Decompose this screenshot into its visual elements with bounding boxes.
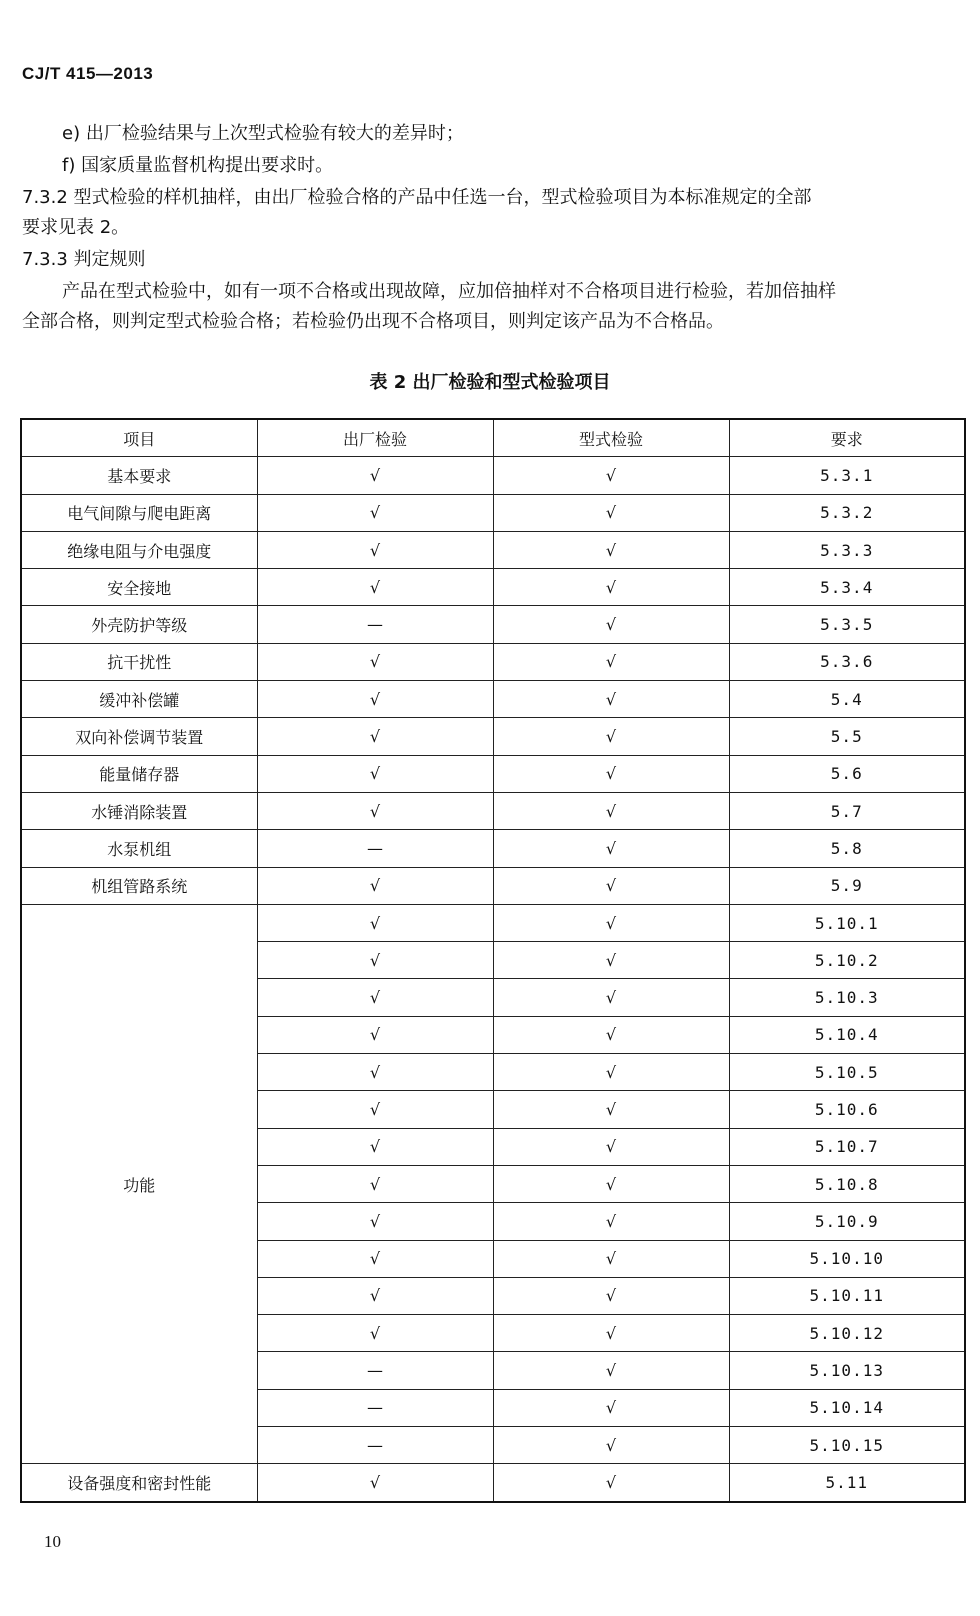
row-requirement: 5.3.5 bbox=[729, 606, 965, 643]
row-factory-mark: √ bbox=[257, 1016, 493, 1053]
list-item-e: e) 出厂检验结果与上次型式检验有较大的差异时； bbox=[62, 123, 464, 144]
row-factory-mark: √ bbox=[257, 979, 493, 1016]
row-type-mark: √ bbox=[493, 531, 729, 568]
header-requirement: 要求 bbox=[729, 419, 965, 457]
header-item: 项目 bbox=[21, 419, 257, 457]
table-row bbox=[21, 867, 965, 904]
row-type-mark: √ bbox=[493, 755, 729, 792]
row-item: 抗干扰性 bbox=[21, 643, 257, 680]
document-code: CJ/T 415—2013 bbox=[22, 64, 154, 83]
row-factory-mark: √ bbox=[257, 942, 493, 979]
table-header-row bbox=[21, 419, 965, 457]
row-requirement: 5.3.2 bbox=[729, 494, 965, 531]
row-item: 设备强度和密封性能 bbox=[21, 1464, 257, 1502]
row-requirement: 5.11 bbox=[729, 1464, 965, 1502]
table-title: 表 2 出厂检验和型式检验项目 bbox=[369, 372, 611, 393]
row-factory-mark: — bbox=[257, 830, 493, 867]
row-requirement: 5.10.9 bbox=[729, 1203, 965, 1240]
row-requirement: 5.10.2 bbox=[729, 942, 965, 979]
row-type-mark: √ bbox=[493, 1128, 729, 1165]
row-requirement: 5.4 bbox=[729, 681, 965, 718]
row-type-mark: √ bbox=[493, 1277, 729, 1314]
table-row bbox=[21, 904, 965, 941]
row-requirement: 5.10.15 bbox=[729, 1427, 965, 1464]
row-item: 缓冲补偿罐 bbox=[21, 681, 257, 718]
row-requirement: 5.10.1 bbox=[729, 904, 965, 941]
row-type-mark: √ bbox=[493, 1054, 729, 1091]
row-factory-mark: — bbox=[257, 606, 493, 643]
row-requirement: 5.10.12 bbox=[729, 1315, 965, 1352]
row-type-mark: √ bbox=[493, 979, 729, 1016]
row-requirement: 5.10.7 bbox=[729, 1128, 965, 1165]
row-type-mark: √ bbox=[493, 494, 729, 531]
section-7-3-3-line-2: 全部合格，则判定型式检验合格；若检验仍出现不合格项目，则判定该产品为不合格品。 bbox=[22, 311, 724, 332]
row-factory-mark: — bbox=[257, 1389, 493, 1426]
table-row bbox=[21, 569, 965, 606]
table-row bbox=[21, 494, 965, 531]
row-requirement: 5.10.11 bbox=[729, 1277, 965, 1314]
row-type-mark: √ bbox=[493, 1091, 729, 1128]
table-row bbox=[21, 792, 965, 829]
table-row bbox=[21, 1464, 965, 1502]
table-row bbox=[21, 830, 965, 867]
section-7-3-2-line-2: 要求见表 2。 bbox=[22, 217, 130, 238]
row-type-mark: √ bbox=[493, 942, 729, 979]
row-item: 水锤消除装置 bbox=[21, 792, 257, 829]
section-7-3-3-title: 7.3.3 判定规则 bbox=[22, 249, 146, 270]
row-requirement: 5.10.8 bbox=[729, 1165, 965, 1202]
table-row bbox=[21, 755, 965, 792]
row-requirement: 5.10.13 bbox=[729, 1352, 965, 1389]
row-item: 能量储存器 bbox=[21, 755, 257, 792]
row-requirement: 5.10.4 bbox=[729, 1016, 965, 1053]
row-requirement: 5.10.14 bbox=[729, 1389, 965, 1426]
row-requirement: 5.6 bbox=[729, 755, 965, 792]
row-type-mark: √ bbox=[493, 606, 729, 643]
row-requirement: 5.7 bbox=[729, 792, 965, 829]
row-item: 绝缘电阻与介电强度 bbox=[21, 531, 257, 568]
section-7-3-2-line-1: 7.3.2 型式检验的样机抽样，由出厂检验合格的产品中任选一台，型式检验项目为本标准规定的全部 bbox=[22, 187, 812, 208]
header-factory-inspection: 出厂检验 bbox=[257, 419, 493, 457]
row-item: 电气间隙与爬电距离 bbox=[21, 494, 257, 531]
table-row bbox=[21, 643, 965, 680]
row-factory-mark: √ bbox=[257, 531, 493, 568]
row-item: 安全接地 bbox=[21, 569, 257, 606]
row-type-mark: √ bbox=[493, 1427, 729, 1464]
row-type-mark: √ bbox=[493, 1389, 729, 1426]
row-factory-mark: — bbox=[257, 1352, 493, 1389]
inspection-table bbox=[20, 418, 966, 1503]
list-item-f: f) 国家质量监督机构提出要求时。 bbox=[62, 155, 334, 176]
row-factory-mark: √ bbox=[257, 494, 493, 531]
row-factory-mark: √ bbox=[257, 1240, 493, 1277]
row-factory-mark: √ bbox=[257, 1054, 493, 1091]
row-item: 外壳防护等级 bbox=[21, 606, 257, 643]
row-requirement: 5.3.4 bbox=[729, 569, 965, 606]
table-row bbox=[21, 531, 965, 568]
row-requirement: 5.8 bbox=[729, 830, 965, 867]
row-type-mark: √ bbox=[493, 1315, 729, 1352]
row-factory-mark: √ bbox=[257, 1165, 493, 1202]
header-type-inspection: 型式检验 bbox=[493, 419, 729, 457]
row-factory-mark: √ bbox=[257, 755, 493, 792]
row-factory-mark: √ bbox=[257, 569, 493, 606]
row-type-mark: √ bbox=[493, 1203, 729, 1240]
row-type-mark: √ bbox=[493, 1165, 729, 1202]
row-type-mark: √ bbox=[493, 457, 729, 494]
row-requirement: 5.10.5 bbox=[729, 1054, 965, 1091]
row-factory-mark: √ bbox=[257, 1128, 493, 1165]
row-factory-mark: √ bbox=[257, 457, 493, 494]
row-type-mark: √ bbox=[493, 867, 729, 904]
row-type-mark: √ bbox=[493, 718, 729, 755]
row-requirement: 5.3.1 bbox=[729, 457, 965, 494]
row-type-mark: √ bbox=[493, 792, 729, 829]
row-factory-mark: √ bbox=[257, 792, 493, 829]
row-factory-mark: √ bbox=[257, 1277, 493, 1314]
table-row bbox=[21, 606, 965, 643]
row-item-function: 功能 bbox=[21, 904, 257, 1463]
table-row bbox=[21, 681, 965, 718]
row-type-mark: √ bbox=[493, 569, 729, 606]
row-type-mark: √ bbox=[493, 1464, 729, 1502]
row-requirement: 5.5 bbox=[729, 718, 965, 755]
table-row bbox=[21, 718, 965, 755]
row-factory-mark: √ bbox=[257, 643, 493, 680]
row-type-mark: √ bbox=[493, 1352, 729, 1389]
row-factory-mark: √ bbox=[257, 904, 493, 941]
row-item: 双向补偿调节装置 bbox=[21, 718, 257, 755]
row-type-mark: √ bbox=[493, 830, 729, 867]
row-factory-mark: √ bbox=[257, 1091, 493, 1128]
row-item: 水泵机组 bbox=[21, 830, 257, 867]
row-item: 机组管路系统 bbox=[21, 867, 257, 904]
row-requirement: 5.9 bbox=[729, 867, 965, 904]
row-requirement: 5.10.6 bbox=[729, 1091, 965, 1128]
row-factory-mark: √ bbox=[257, 718, 493, 755]
row-type-mark: √ bbox=[493, 643, 729, 680]
row-factory-mark: √ bbox=[257, 681, 493, 718]
table-row bbox=[21, 457, 965, 494]
row-requirement: 5.10.3 bbox=[729, 979, 965, 1016]
row-type-mark: √ bbox=[493, 1016, 729, 1053]
row-factory-mark: √ bbox=[257, 1464, 493, 1502]
row-type-mark: √ bbox=[493, 681, 729, 718]
row-requirement: 5.3.3 bbox=[729, 531, 965, 568]
row-requirement: 5.10.10 bbox=[729, 1240, 965, 1277]
section-7-3-3-line-1: 产品在型式检验中，如有一项不合格或出现故障，应加倍抽样对不合格项目进行检验，若加倍抽样 bbox=[62, 281, 836, 302]
row-item: 基本要求 bbox=[21, 457, 257, 494]
row-factory-mark: √ bbox=[257, 867, 493, 904]
row-requirement: 5.3.6 bbox=[729, 643, 965, 680]
row-factory-mark: √ bbox=[257, 1315, 493, 1352]
row-type-mark: √ bbox=[493, 904, 729, 941]
row-factory-mark: √ bbox=[257, 1203, 493, 1240]
row-factory-mark: — bbox=[257, 1427, 493, 1464]
row-type-mark: √ bbox=[493, 1240, 729, 1277]
page-number: 10 bbox=[44, 1532, 61, 1551]
